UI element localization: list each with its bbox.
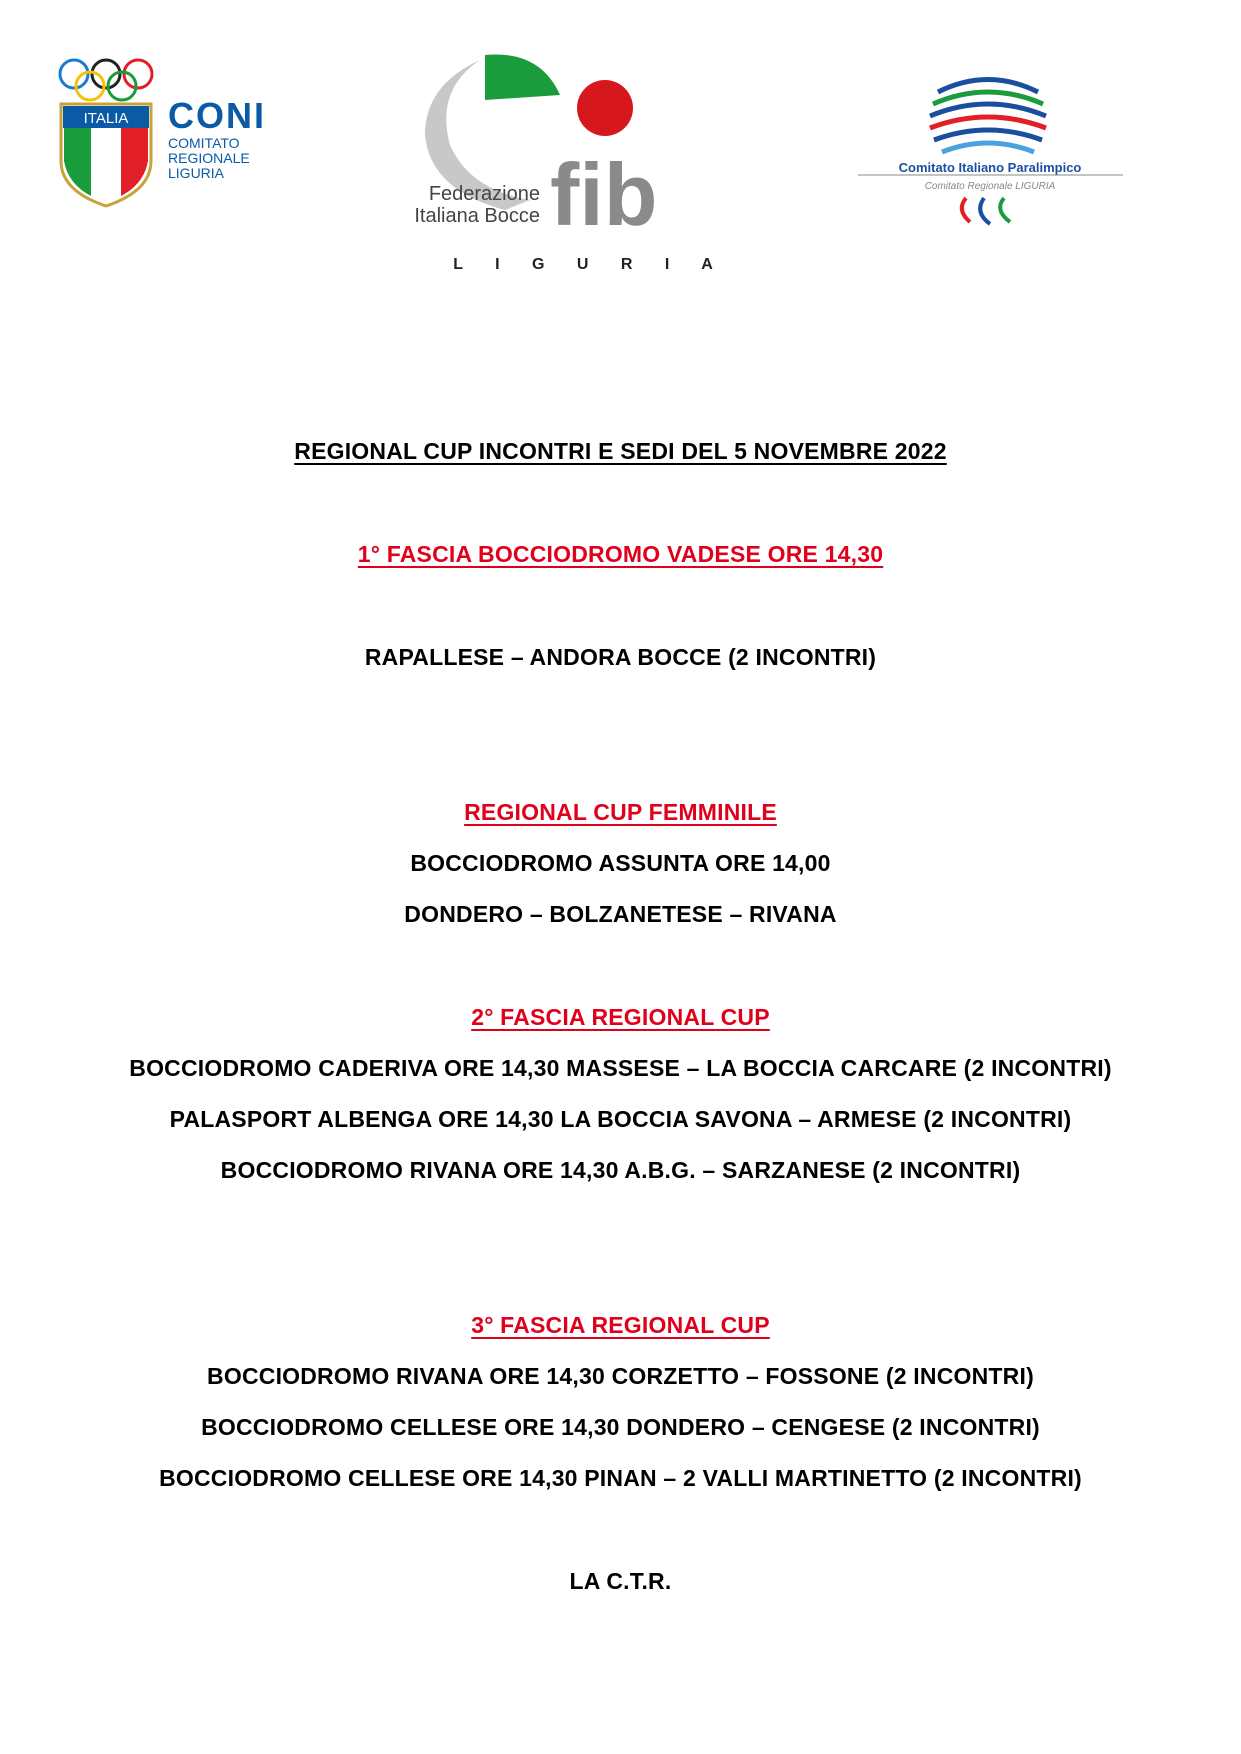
svg-text:ITALIA: ITALIA (83, 110, 129, 127)
femminile-venue: BOCCIODROMO ASSUNTA ORE 14,00 (410, 850, 831, 876)
section2-line: PALASPORT ALBENGA ORE 14,30 LA BOCCIA SAVONA – ARMESE (2 INCONTRI) (169, 1106, 1072, 1132)
svg-text:REGIONALE: REGIONALE (168, 150, 250, 166)
svg-text:Comitato Italiano Paralimpico: Comitato Italiano Paralimpico (898, 160, 1082, 175)
signature: LA C.T.R. (569, 1568, 672, 1594)
section3-heading: 3° FASCIA REGIONAL CUP (471, 1312, 770, 1338)
section3-line: BOCCIODROMO CELLESE ORE 14,30 DONDERO – CENGESE (2 INCONTRI) (201, 1414, 1040, 1440)
coni-logo (56, 56, 336, 226)
femminile-heading: REGIONAL CUP FEMMINILE (464, 799, 777, 825)
agitos-icon (962, 198, 1010, 224)
section1-match: RAPALLESE – ANDORA BOCCE (2 INCONTRI) (364, 644, 877, 670)
fib-logo (410, 50, 770, 280)
section3-line: BOCCIODROMO CELLESE ORE 14,30 PINAN – 2 VALLI MARTINETTO (2 INCONTRI) (159, 1465, 1082, 1491)
svg-text:fib: fib (550, 145, 658, 244)
section3-line: BOCCIODROMO RIVANA ORE 14,30 CORZETTO – FOSSONE (2 INCONTRI) (207, 1363, 1034, 1389)
cip-logo (858, 72, 1128, 242)
cip-swirl-icon (930, 80, 1046, 153)
svg-text:L I G U R I A: L I G U R I A (453, 256, 727, 273)
svg-text:COMITATO: COMITATO (168, 135, 240, 151)
olympic-rings-icon (60, 60, 152, 100)
section2-heading: 2° FASCIA REGIONAL CUP (471, 1004, 770, 1030)
svg-text:Comitato Regionale LIGURIA: Comitato Regionale LIGURIA (924, 181, 1056, 192)
document-title: REGIONAL CUP INCONTRI E SEDI DEL 5 NOVEMBRE 2022 (294, 438, 947, 464)
section1-heading: 1° FASCIA BOCCIODROMO VADESE ORE 14,30 (357, 541, 884, 567)
svg-text:Italiana Bocce: Italiana Bocce (414, 205, 540, 227)
section2-line: BOCCIODROMO RIVANA ORE 14,30 A.B.G. – SARZANESE (2 INCONTRI) (220, 1157, 1021, 1183)
section2-line: BOCCIODROMO CADERIVA ORE 14,30 MASSESE – LA BOCCIA CARCARE (2 INCONTRI) (129, 1055, 1112, 1081)
svg-text:Federazione: Federazione (428, 183, 540, 205)
svg-text:CONI: CONI (168, 95, 266, 136)
svg-text:LIGURIA: LIGURIA (168, 165, 225, 181)
femminile-teams: DONDERO – BOLZANETESE – RIVANA (404, 901, 837, 927)
